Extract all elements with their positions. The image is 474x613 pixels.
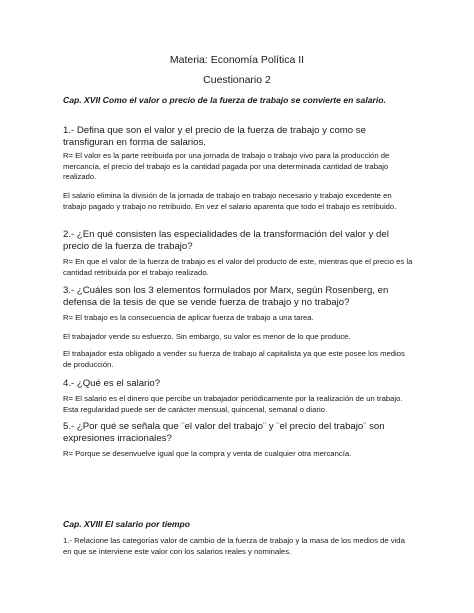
- answer-3-paragraph-3: El trabajador esta obligado a vender su fuerza de trabajo al capitalista ya que este posee los medios de producción.: [63, 349, 405, 369]
- quiz-title: Cuestionario 2: [203, 74, 271, 86]
- answer-1-paragraph-1: R= El valor es la parte retribuida por una jornada de trabajo o trabajo vivo para la producción de mercancía, el precio del trabajo es la cantidad pagada por una determinada cantidad de trabajo realizado.: [63, 151, 390, 182]
- chapter-xvii-title: Cap. XVII Como el valor o precio de la fuerza de trabajo se convierte en salario.: [63, 95, 386, 105]
- question-5: 5.- ¿Por qué se señala que ¨el valor del trabajo¨ y ¨el precio del trabajo¨ son expresiones irracionales?: [63, 421, 385, 444]
- chapter-xviii-question-1: 1.- Relacione las categorías valor de cambio de la fuerza de trabajo y la masa de los medios de vida en que se interviene este valor con los salarios reales y nominales.: [63, 536, 405, 556]
- answer-2-paragraph-1: R= En que el valor de la fuerza de trabajo es el valor del producto de este, mientras que el precio es la cantidad retribuida por el trabajo realizado.: [63, 257, 413, 277]
- question-3: 3.- ¿Cuáles son los 3 elementos formulados por Marx, según Rosenberg, en defensa de la tesis de que se vende fuerza de trabajo y no trabajo?: [63, 285, 389, 308]
- answer-5-paragraph-1: R= Porque se desenvuelve igual que la compra y venta de cualquier otra mercancía.: [63, 449, 352, 458]
- question-1: 1.- Defina que son el valor y el precio de la fuerza de trabajo y como se transfiguran en forma de salarios.: [63, 125, 366, 148]
- answer-1-paragraph-2: El salario elimina la división de la jornada de trabajo en trabajo necesario y trabajo excedente en trabajo pagado y trabajo no retribuido. En vez el salario aparenta que todo el trabajo es retribuido.: [63, 191, 397, 211]
- subject-line: Materia: Economía Política II: [169, 54, 305, 66]
- answer-3-paragraph-2: El trabajador vende su esfuerzo. Sin embargo, su valor es menor de lo que produce.: [63, 332, 351, 341]
- question-4: 4.- ¿Qué es el salario?: [63, 378, 161, 389]
- question-2: 2.- ¿En qué consisten las especialidades de la transformación del valor y del precio de la fuerza de trabajo?: [63, 229, 389, 252]
- answer-3-paragraph-1: R= El trabajo es la consecuencia de aplicar fuerza de trabajo a una tarea.: [63, 313, 314, 322]
- answer-4-paragraph-1: R= El salario es el dinero que percibe un trabajador periódicamente por la realización de un trabajo. Esta regularidad puede ser de carácter mensual, quincenal, semanal o diario.: [63, 394, 403, 414]
- chapter-xviii-title: Cap. XVIII El salario por tiempo: [63, 519, 191, 529]
